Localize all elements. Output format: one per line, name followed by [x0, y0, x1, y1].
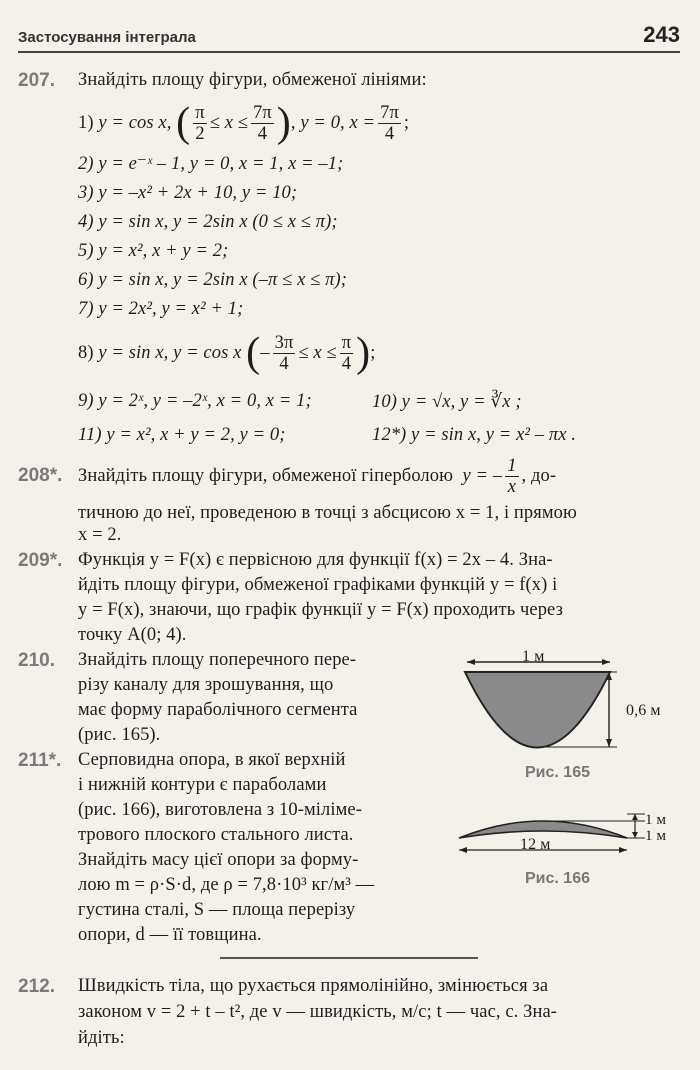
- problem-208-line-1: [78, 452, 556, 500]
- item-8-end: ;: [370, 342, 376, 363]
- item-1-equation: y = cos x,: [98, 112, 172, 133]
- parabolic-segment: [465, 672, 610, 748]
- problem-209-line-2: йдіть площу фігури, обмеженої графіками функцій y = f(x) і: [78, 575, 558, 595]
- fraction-pi-over-4: $\frac{\pi}{4}$: [341, 332, 352, 374]
- problem-211-line-3: (рис. 166), виготовлена з 10-міліме-: [78, 800, 362, 820]
- problem-number-210: 210.: [18, 650, 55, 671]
- problem-208-line-3: x = 2.: [78, 525, 122, 545]
- figure-166-support-diagram: [455, 808, 655, 864]
- problem-212-line-3: йдіть:: [78, 1028, 125, 1048]
- running-header: Застосування інтеграла: [18, 29, 196, 46]
- problem-207-item-12: 12*) y = sin x, y = x² – πx .: [372, 425, 576, 445]
- fraction-3pi-over-4: $\frac{3\pi}{4}$: [274, 332, 294, 374]
- problem-210-line-3: має форму параболічного сегмента: [78, 700, 358, 720]
- fraction-pi-over-2: $\frac{\pi}{2}$: [195, 102, 205, 144]
- problem-207-item-3: 3) y = –x² + 2x + 10, y = 10;: [78, 183, 298, 203]
- left-paren: (: [246, 330, 261, 376]
- problem-207-item-7: 7) y = 2x², y = x² + 1;: [78, 299, 244, 319]
- problem-211-line-6: лою m = ρ·S·d, де ρ = 7,8·10³ кг/м³ —: [78, 875, 375, 895]
- problem-211-line-2: і нижній контури є параболами: [78, 775, 327, 795]
- problem-208-text-end: , до-: [521, 465, 557, 486]
- fraction-7pi-over-4: $\frac{7\pi}{4}$: [253, 102, 272, 144]
- minus-sign: –: [260, 342, 270, 363]
- fig165-caption: Рис. 165: [525, 764, 590, 781]
- problem-207-item-5: 5) y = x², x + y = 2;: [78, 241, 229, 261]
- problem-210-line-2: різу каналу для зрошування, що: [78, 675, 334, 695]
- right-paren: ): [276, 100, 291, 146]
- section-separator: [220, 957, 478, 959]
- problem-number-208: 208*.: [18, 465, 63, 486]
- problem-number-207: 207.: [18, 70, 55, 91]
- item-1-label: 1): [78, 112, 94, 133]
- problem-209-line-1: Функція y = F(x) є первісною для функції f(x) = 2x – 4. Зна-: [78, 550, 553, 570]
- problem-207-item-10: 10) y = √x, y = ∛x ;: [372, 392, 522, 412]
- fig166-caption: Рис. 166: [525, 870, 590, 887]
- fig166-label-top: 1 м: [645, 812, 667, 828]
- problem-211-line-5: Знайдіть масу цієї опори за форму-: [78, 850, 359, 870]
- item-1-end: ;: [403, 112, 410, 133]
- problem-211-line-1: Серповидна опора, в якої верхній: [78, 750, 346, 770]
- item-8-equation: y = sin x, y = cos x: [98, 342, 242, 363]
- problem-number-209: 209*.: [18, 550, 63, 571]
- problem-209-line-4: точку A(0; 4).: [78, 625, 187, 645]
- problem-211-line-8: опори, d — її товщина.: [78, 925, 262, 945]
- item-1-bounds: y = 0, x =: [300, 112, 376, 133]
- fig166-label-bottom: 1 м: [645, 828, 667, 844]
- problem-211-line-7: густина сталі, S — площа перерізу: [78, 900, 356, 920]
- problem-208-line-2: тичною до неї, проведеною в точці з абсцисою x = 1, і прямою: [78, 503, 577, 523]
- problem-207-item-1: 1) y = cos x, ( $\frac{\pi}{2}$ ≤ x ≤ $\frac{7\pi}{4}$ ) , y = 0, x = $\frac{7\pi}{4}$ ;: [78, 100, 410, 146]
- item-8-label: 8): [78, 342, 94, 363]
- fig165-depth-label: 0,6 м: [626, 702, 661, 719]
- problem-207-item-11: 11) y = x², x + y = 2, y = 0;: [78, 425, 286, 445]
- problem-210-line-1: Знайдіть площу поперечного пере-: [78, 650, 357, 670]
- left-paren: (: [176, 100, 191, 146]
- right-paren: ): [356, 330, 371, 376]
- problem-212-line-1: Швидкість тіла, що рухається прямолінійно, змінюється за: [78, 976, 549, 996]
- inequality: ≤ x ≤: [209, 112, 248, 133]
- inequality: ≤ x ≤: [298, 342, 337, 363]
- problem-209-line-3: y = F(x), знаючи, що графік функції y = F(x) проходить через: [78, 600, 564, 620]
- problem-207-item-9: 9) y = 2ˣ, y = –2ˣ, x = 0, x = 1;: [78, 391, 312, 411]
- problem-208-text: Знайдіть площу фігури, обмеженої гіперболою: [78, 465, 454, 486]
- problem-207-item-6: 6) y = sin x, y = 2sin x (–π ≤ x ≤ π);: [78, 270, 347, 290]
- problem-207-intro: Знайдіть площу фігури, обмеженої лініями:: [78, 70, 427, 90]
- problem-number-212: 212.: [18, 976, 55, 997]
- page-number: 243: [643, 22, 680, 47]
- problem-207-item-8: [78, 326, 375, 380]
- problem-207-item-2: 2) y = e⁻ˣ – 1, y = 0, x = 1, x = –1;: [78, 154, 344, 174]
- fig165-width-label: 1 м: [522, 648, 545, 665]
- fig166-width-label: 12 м: [520, 836, 551, 853]
- header-divider: [18, 51, 680, 53]
- fraction-7pi-over-4-b: $\frac{7\pi}{4}$: [380, 102, 399, 144]
- problem-211-line-4: трового плоского стального листа.: [78, 825, 354, 845]
- hyperbola-equation: y = –: [462, 465, 503, 486]
- problem-210-line-4: (рис. 165).: [78, 725, 161, 745]
- problem-number-211: 211*.: [18, 750, 62, 771]
- problem-207-item-4: 4) y = sin x, y = 2sin x (0 ≤ x ≤ π);: [78, 212, 338, 232]
- fraction-1-over-x: $\frac{1}{x}$: [507, 455, 517, 497]
- problem-212-line-2: законом v = 2 + t – t², де v — швидкість, м/с; t — час, с. Зна-: [78, 1002, 558, 1022]
